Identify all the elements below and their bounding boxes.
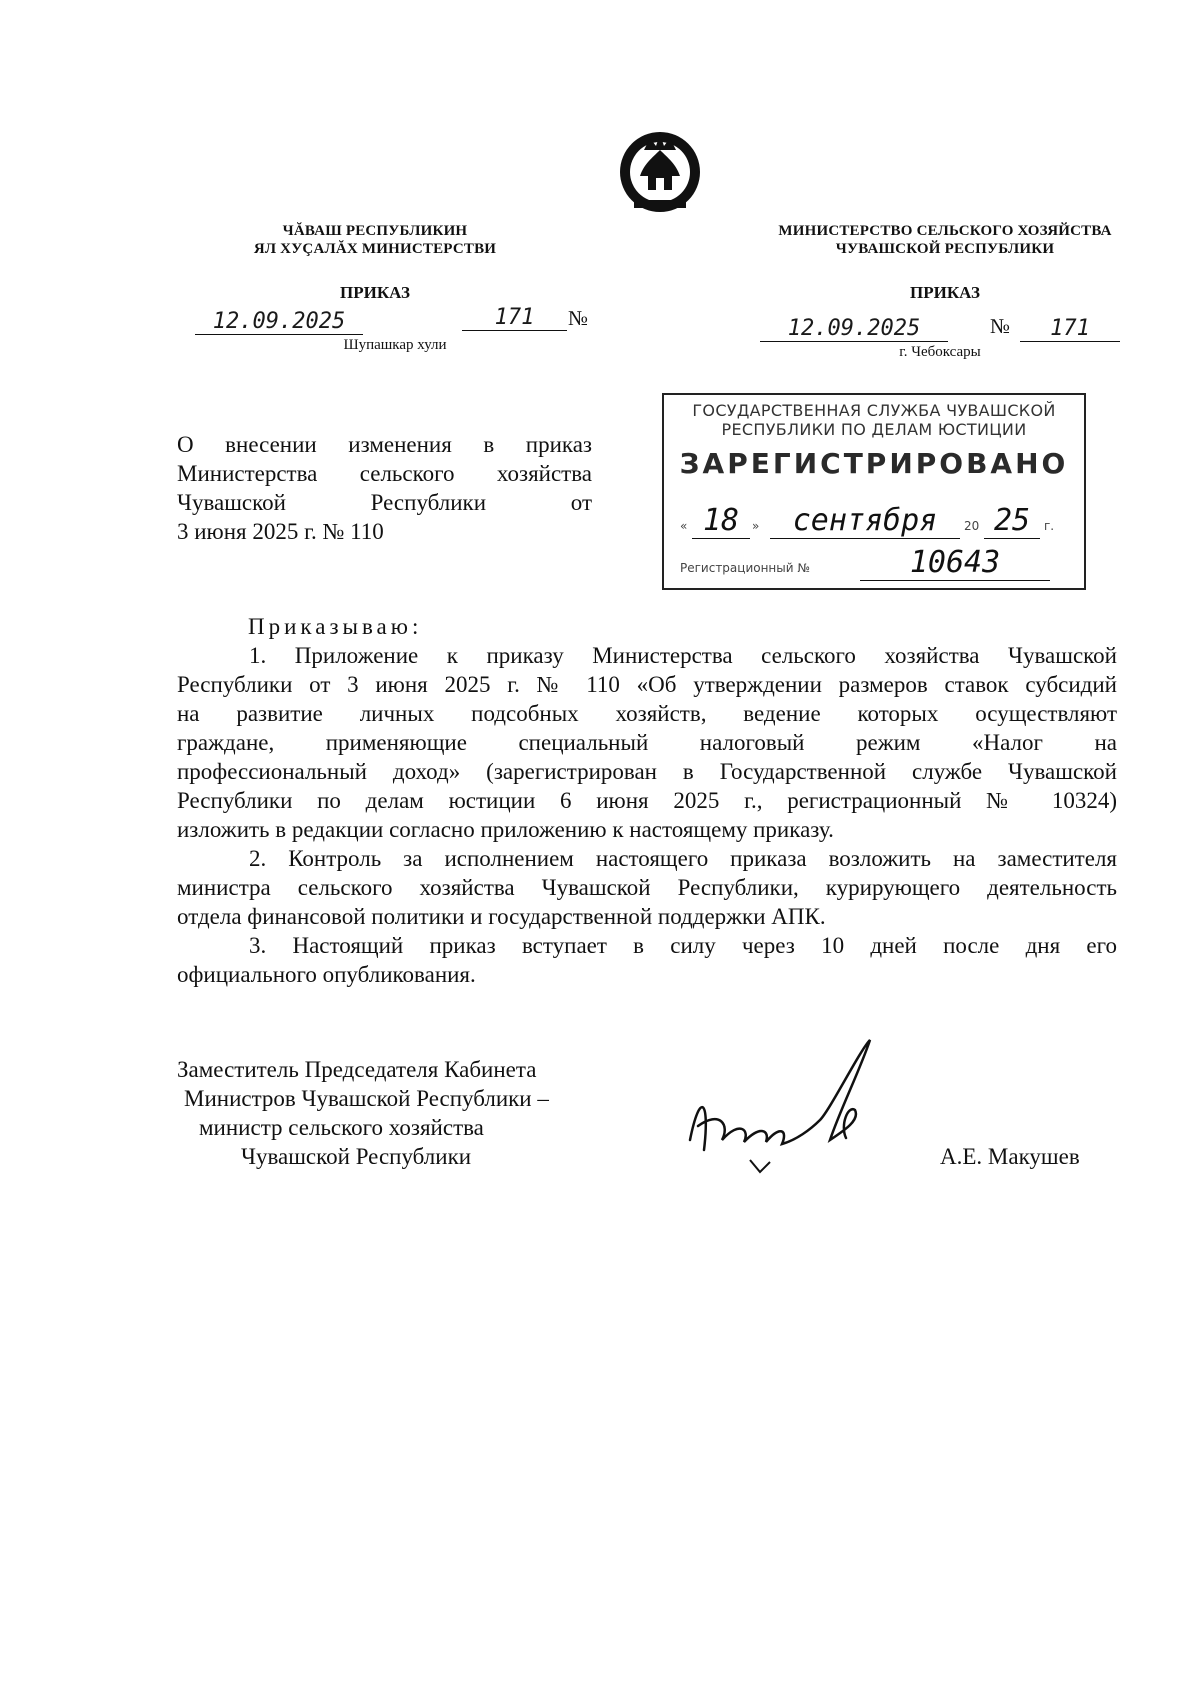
p1-line6: Республики по делам юстиции 6 июня 2025 г., регистрационный № 10324) — [177, 788, 1117, 813]
p3-line1: 3. Настоящий приказ вступает в силу через 10 дней после дня его — [249, 933, 1117, 958]
stamp-year-suffix: 25 — [984, 503, 1040, 539]
p2-line3: отдела финансовой политики и государственной поддержки АПК. — [177, 904, 826, 929]
stamp-month: сентября — [770, 503, 960, 539]
handwritten-signature — [670, 1030, 930, 1180]
subject-line3b: Республики — [370, 490, 487, 515]
right-prikaz: ПРИКАЗ — [910, 283, 980, 302]
subject-line1: О внесении изменения в приказ — [177, 432, 592, 457]
left-date: 12.09.2025 — [195, 309, 363, 335]
registration-stamp — [662, 393, 1086, 590]
p1-line5: профессиональный доход» (зарегистрирован в Государственной службе Чувашской — [177, 759, 1117, 784]
subject-line3a: Чувашской — [177, 490, 286, 515]
stamp-close-quote: » — [752, 519, 760, 533]
signatory-position — [177, 1055, 617, 1171]
paragraph-3 — [177, 931, 1117, 989]
p1-line3: на развитие личных подсобных хозяйств, ведение которых осуществляют — [177, 701, 1117, 726]
stamp-reg-number: 10643 — [860, 545, 1050, 581]
paragraph-2 — [177, 844, 1117, 931]
position-line1: Заместитель Председателя Кабинета — [177, 1057, 537, 1082]
position-line2: Министров Чувашской Республики – — [184, 1086, 549, 1111]
stamp-line2: РЕСПУБЛИКИ ПО ДЕЛАМ ЮСТИЦИИ — [721, 420, 1027, 439]
p2-line1: 2. Контроль за исполнением настоящего приказа возложить на заместителя — [249, 846, 1117, 871]
stamp-line1: ГОСУДАРСТВЕННАЯ СЛУЖБА ЧУВАШСКОЙ — [692, 401, 1056, 420]
signatory-name: А.Е. Макушев — [940, 1144, 1080, 1169]
paragraph-1 — [177, 641, 1117, 844]
p1-line2: Республики от 3 июня 2025 г. № 110 «Об утверждении размеров ставок субсидий — [177, 672, 1117, 697]
left-number: 171 — [462, 305, 567, 331]
stamp-reg-label: Регистрационный № — [680, 561, 810, 575]
subject-block — [177, 430, 592, 546]
position-line3: министр сельского хозяйства — [199, 1115, 484, 1140]
stamp-day: 18 — [692, 503, 750, 539]
subject-line3c: от — [570, 490, 592, 515]
left-title-line1: ЧĂВАШ РЕСПУБЛИКИН — [282, 223, 468, 239]
p1-line4: граждане, применяющие специальный налоговый режим «Налог на — [177, 730, 1117, 755]
right-number: 171 — [1020, 316, 1120, 342]
stamp-open-quote: « — [680, 519, 688, 533]
p1-line1: 1. Приложение к приказу Министерства сельского хозяйства Чувашской — [249, 643, 1117, 668]
left-city: Шупашкар хули — [343, 337, 447, 353]
right-no-sign: № — [990, 314, 1011, 338]
stamp-registered: ЗАРЕГИСТРИРОВАНО — [679, 447, 1069, 480]
right-title-line2: ЧУВАШСКОЙ РЕСПУБЛИКИ — [835, 241, 1055, 257]
subject-line2: Министерства сельского хозяйства — [177, 461, 592, 486]
left-prikaz: ПРИКАЗ — [340, 283, 410, 302]
right-date: 12.09.2025 — [760, 316, 948, 342]
left-no-sign: № — [568, 306, 589, 330]
position-line4: Чувашской Республики — [241, 1144, 472, 1169]
coat-of-arms-icon — [614, 120, 706, 216]
p2-line2: министра сельского хозяйства Чувашской Республики, курирующего деятельность — [177, 875, 1117, 900]
p3-line2: официального опубликования. — [177, 962, 476, 987]
subject-line4: 3 июня 2025 г. № 110 — [177, 519, 384, 544]
p1-line7: изложить в редакции согласно приложению к настоящему приказу. — [177, 817, 834, 842]
order-word: Приказываю: — [248, 614, 423, 639]
left-title-line2: ЯЛ ХУÇАЛĂХ МИНИСТЕРСТВИ — [253, 241, 497, 257]
stamp-year-letter: г. — [1044, 519, 1055, 533]
right-title-line1: МИНИСТЕРСТВО СЕЛЬСКОГО ХОЗЯЙСТВА — [778, 223, 1112, 239]
stamp-year-prefix: 20 — [964, 519, 980, 533]
right-city: г. Чебоксары — [899, 344, 981, 360]
